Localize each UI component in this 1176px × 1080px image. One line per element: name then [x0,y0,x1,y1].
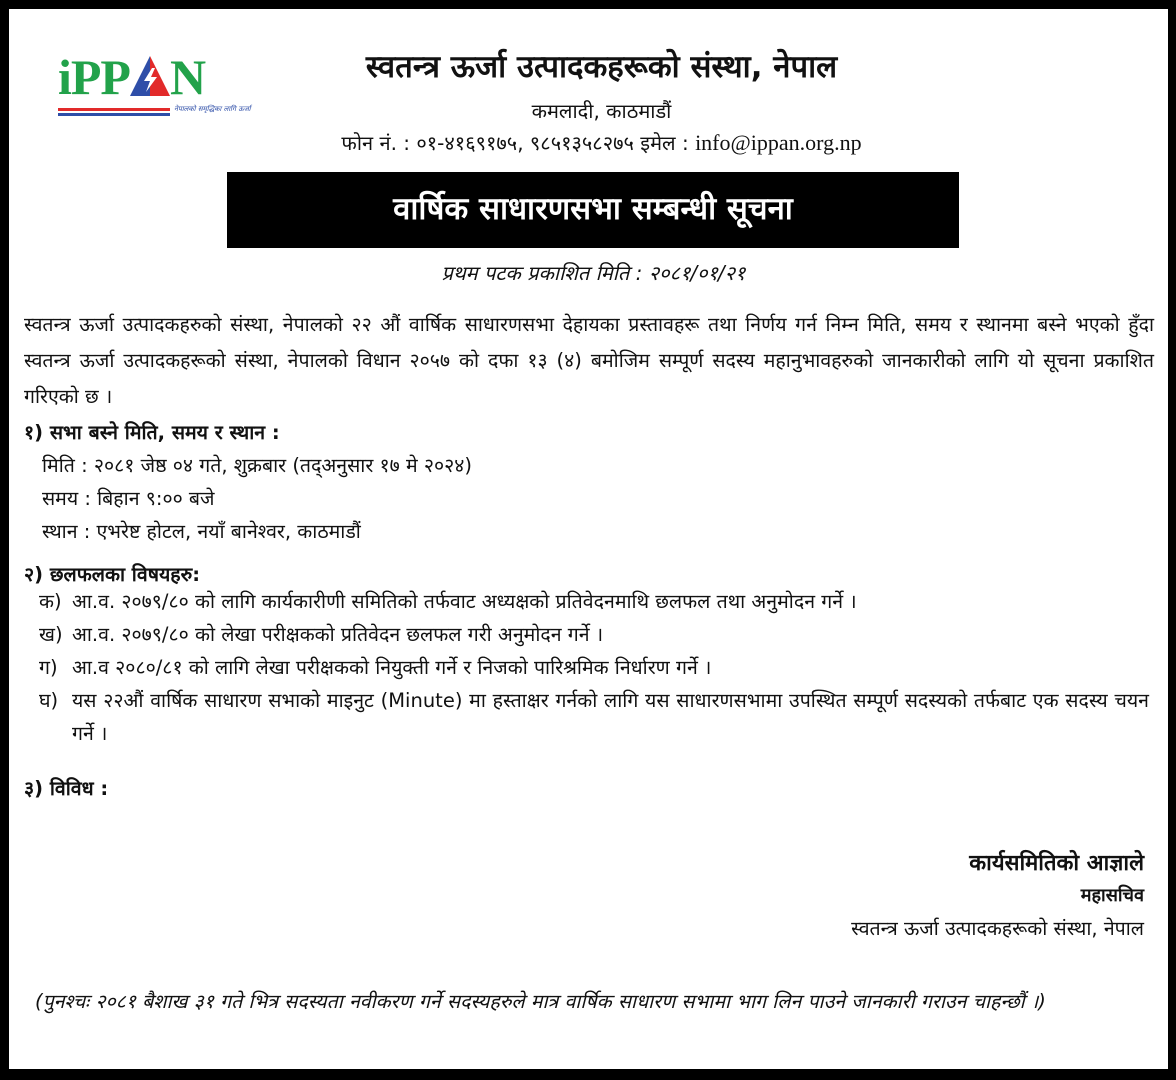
section-1-heading: १) सभा बस्ने मिति, समय र स्थान : [24,421,280,444]
meeting-venue: स्थान : एभरेष्ट होटल, नयाँ बानेश्वर, काठमाडौं [42,520,361,543]
agenda-text: आ.व. २०७९/८० को लेखा परीक्षकको प्रतिवेदन छलफल गरी अनुमोदन गर्ने । [72,623,604,646]
agenda-item [39,585,1149,618]
email-text: info@ippan.org.np [695,130,862,155]
agenda-label: ग) [39,656,58,679]
signature-authority: कार्यसमितिको आज्ञाले [969,851,1144,876]
agenda-label: ख) [39,623,63,646]
section-2-heading: २) छलफलका विषयहरु: [24,563,201,586]
notice-title: वार्षिक साधारणसभा सम्बन्धी सूचना [227,172,959,248]
signature-title: महासचिव [1080,885,1144,906]
notice-page [9,9,1168,1069]
agenda-label: क) [39,590,62,613]
meeting-time: समय : बिहान ९:०० बजे [42,487,215,510]
meeting-date: मिति : २०८१ जेष्ठ ०४ गते, शुक्रबार (तद्अनुसार १७ मे २०२४) [42,454,473,477]
intro-paragraph: स्वतन्त्र ऊर्जा उत्पादकहरुको संस्था, नेपालको २२ औं वार्षिक साधारणसभा देहायका प्रस्तावहरू तथा निर्णय गर्न निम्न मिति, समय र स्थानमा बस्ने भएको हुँदा स्वतन्त्र ऊर्जा उत्पादकहरूको संस्था, नेपालको विधान २०५७ को दफा १३ (४) बमोजिम सम्पूर्ण सदस्य महानुभावहरुको जानकारीको लागि यो सूचना प्रकाशित गरिएको छ । [24,313,1154,408]
signature-org: स्वतन्त्र ऊर्जा उत्पादकहरूको संस्था, नेपाल [851,917,1144,940]
phone-text: फोन नं. : ०१-४१६९१७५, ९८५१३५८२७५ इमेल : [341,131,696,155]
org-contact [9,129,1168,156]
agenda-label: घ) [39,689,59,712]
section-3-heading: ३) विविध : [24,777,109,800]
agenda-item [39,618,1149,651]
published-date: प्रथम पटक प्रकाशित मिति : २०८१/०१/२१ [441,261,746,285]
org-address: कमलादी, काठमाडौं [531,99,672,123]
agenda-text: आ.व. २०७९/८० को लागि कार्यकारीणी समितिको तर्फवाट अध्यक्षको प्रतिवेदनमाथि छलफल तथा अनुमोदन गर्ने । [72,590,857,613]
logo-tagline: नेपालको समृद्धिका लागि ऊर्जा [174,105,251,113]
logo-wordmark: iPP N [58,49,206,105]
agenda-item [39,684,1149,750]
postscript: (पुनश्चः २०८१ बैशाख ३१ गते भित्र सदस्यता नवीकरण गर्ने सदस्यहरुले मात्र वार्षिक साधारण सभामा भाग लिन पाउने जानकारी गराउन चाहन्छौं ।) [35,990,1046,1013]
org-name: स्वतन्त्र ऊर्जा उत्पादकहरूको संस्था, नेपाल [365,49,838,85]
agenda-text: यस २२औं वार्षिक साधारण सभाको माइनुट (Minute) मा हस्ताक्षर गर्नको लागि यस साधारणसभामा उपस्थित सम्पूर्ण सदस्यको तर्फबाट एक सदस्य चयन गर्ने । [72,689,1149,745]
agenda-item [39,651,1149,684]
agenda-text: आ.व २०८०/८१ को लागि लेखा परीक्षकको नियुक्ती गर्ने र निजको पारिश्रमिक निर्धारण गर्ने । [72,656,712,679]
